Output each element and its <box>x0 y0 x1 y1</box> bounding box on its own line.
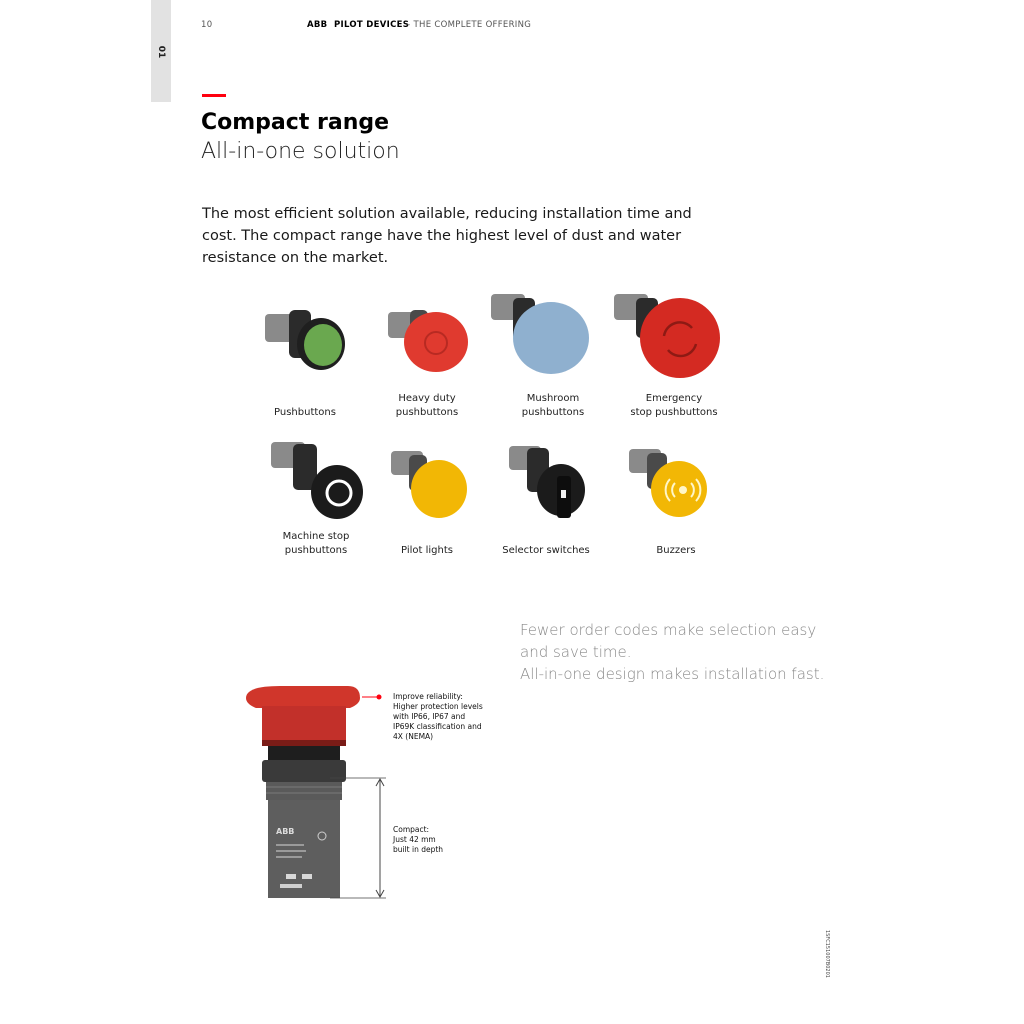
benefit-line-3: All-in-one design makes installation fast. <box>520 665 825 683</box>
selector-switch-icon <box>505 440 595 525</box>
machine-stop-icon <box>265 436 370 521</box>
product-selector-switch <box>505 440 595 525</box>
product-emergency-stop <box>608 288 728 383</box>
mushroom-icon <box>485 288 595 378</box>
label-mushroom: Mushroom pushbuttons <box>521 393 585 418</box>
product-pilot-light <box>385 445 485 525</box>
pilot-light-icon <box>385 445 485 525</box>
callout-reliability: Improve reliability: Higher protection levels with IP66, IP67 and IP69K classification and 4X (NEMA) <box>393 692 483 741</box>
intro-paragraph: The most efficient solution available, reducing installation time and cost. The compact range have the highest level of dust and water resistance on the market. <box>202 206 692 266</box>
section-name: PILOT DEVICES <box>334 20 410 30</box>
chapter-number: 01 <box>156 45 166 59</box>
label-heavy-duty: Heavy duty pushbuttons <box>395 393 459 418</box>
page-number: 10 <box>201 20 213 30</box>
callout-compact: Compact: Just 42 mm built in depth <box>393 825 444 854</box>
product-machine-stop <box>265 436 370 521</box>
heavy-duty-icon <box>380 300 480 380</box>
brand-name: ABB <box>307 20 328 30</box>
emergency-stop-diagram <box>240 684 410 904</box>
buzzer-icon <box>625 443 720 523</box>
device-abb-logo: ABB <box>276 827 295 836</box>
page-subtitle: All-in-one solution <box>201 139 400 164</box>
subsection-name: – THE COMPLETE OFFERING <box>406 20 532 30</box>
page-title: Compact range <box>201 110 390 135</box>
product-mushroom <box>485 288 595 378</box>
label-buzzers: Buzzers <box>656 545 696 556</box>
pushbutton-icon <box>255 300 355 380</box>
product-pushbutton <box>255 300 355 380</box>
emergency-stop-icon <box>608 288 728 383</box>
document-id: 1SFC151007B0201 <box>824 930 830 978</box>
benefit-line-2: and save time. <box>520 643 632 661</box>
benefit-line-1: Fewer order codes make selection easy <box>520 621 817 639</box>
label-machine-stop: Machine stop pushbuttons <box>282 531 350 556</box>
product-heavy-duty <box>380 300 480 380</box>
label-selector-switches: Selector switches <box>502 545 590 556</box>
label-emergency-stop: Emergency stop pushbuttons <box>630 393 718 418</box>
benefits-text <box>520 619 840 685</box>
label-pushbuttons: Pushbuttons <box>274 407 336 418</box>
label-pilot-lights: Pilot lights <box>401 545 453 556</box>
product-buzzer <box>625 443 720 523</box>
